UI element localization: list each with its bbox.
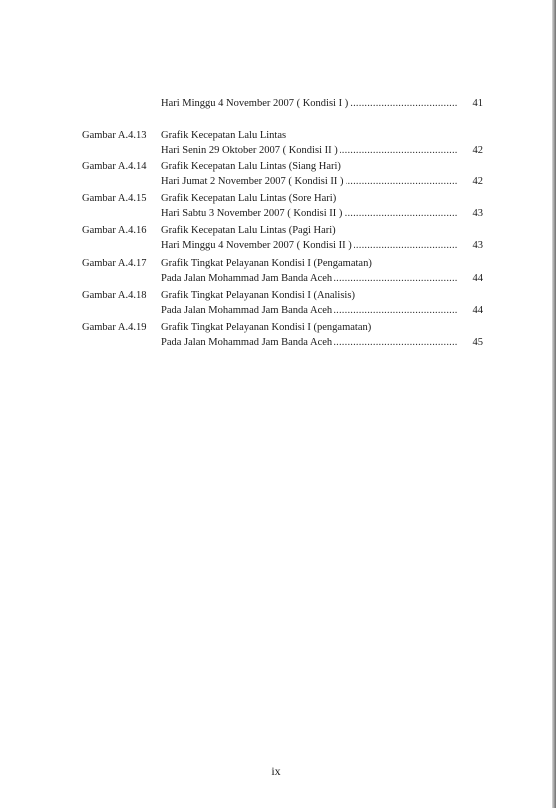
page-number: ix — [271, 764, 281, 778]
toc-entry-line2: Hari Sabtu 3 November 2007 ( Kondisi II ) — [161, 206, 344, 222]
toc-entry-line2: Hari Jumat 2 November 2007 ( Kondisi II ) — [161, 174, 346, 190]
toc-page-number: 44 — [463, 303, 483, 319]
toc-entry-line1: Grafik Kecepatan Lalu Lintas (Siang Hari) — [161, 161, 341, 172]
figure-label: Gambar A.4.17 — [82, 258, 147, 269]
toc-entry-line1: Grafik Kecepatan Lalu Lintas (Sore Hari) — [161, 193, 337, 204]
toc-entry-line2: Pada Jalan Mohammad Jam Banda Aceh — [161, 303, 334, 319]
toc-page-number: 42 — [463, 174, 483, 190]
figure-label: Gambar A.4.16 — [82, 225, 147, 236]
toc-entry-row — [161, 303, 483, 319]
toc-entry-line2: Hari Senin 29 Oktober 2007 ( Kondisi II ) — [161, 143, 340, 159]
toc-entry-line1: Grafik Kecepatan Lalu Lintas (Pagi Hari) — [161, 225, 336, 236]
toc-page-number: 41 — [463, 96, 483, 112]
figure-label: Gambar A.4.15 — [82, 193, 147, 204]
toc-entry-line1: Grafik Kecepatan Lalu Lintas — [161, 130, 287, 141]
toc-entry-line2: Hari Minggu 4 November 2007 ( Kondisi I ) — [161, 96, 350, 112]
toc-page-number: 45 — [463, 335, 483, 351]
toc-continuation-line — [161, 96, 483, 112]
toc-entry-row — [161, 174, 483, 190]
figure-label: Gambar A.4.18 — [82, 290, 147, 301]
toc-entry-row — [161, 335, 483, 351]
figure-label: Gambar A.4.19 — [82, 322, 147, 333]
toc-page-number: 42 — [463, 143, 483, 159]
toc-entry-line1: Grafik Tingkat Pelayanan Kondisi I (Analisis) — [161, 290, 355, 301]
toc-entry-row — [161, 206, 483, 222]
toc-entry-row — [161, 238, 483, 254]
toc-entry-row — [161, 271, 483, 287]
toc-entry-line1: Grafik Tingkat Pelayanan Kondisi I (pengamatan) — [161, 322, 372, 333]
toc-entry-line2: Hari Minggu 4 November 2007 ( Kondisi II ) — [161, 238, 354, 254]
toc-page-number: 44 — [463, 271, 483, 287]
figure-label: Gambar A.4.13 — [82, 130, 147, 141]
toc-page-number: 43 — [463, 206, 483, 222]
scan-edge-shadow — [552, 0, 556, 808]
toc-page-number: 43 — [463, 238, 483, 254]
toc-entry-line2: Pada Jalan Mohammad Jam Banda Aceh — [161, 335, 334, 351]
toc-entry-line2: Pada Jalan Mohammad Jam Banda Aceh — [161, 271, 334, 287]
toc-entry-line1: Grafik Tingkat Pelayanan Kondisi I (Pengamatan) — [161, 258, 372, 269]
toc-entry-row — [161, 143, 483, 159]
figure-label: Gambar A.4.14 — [82, 161, 147, 172]
